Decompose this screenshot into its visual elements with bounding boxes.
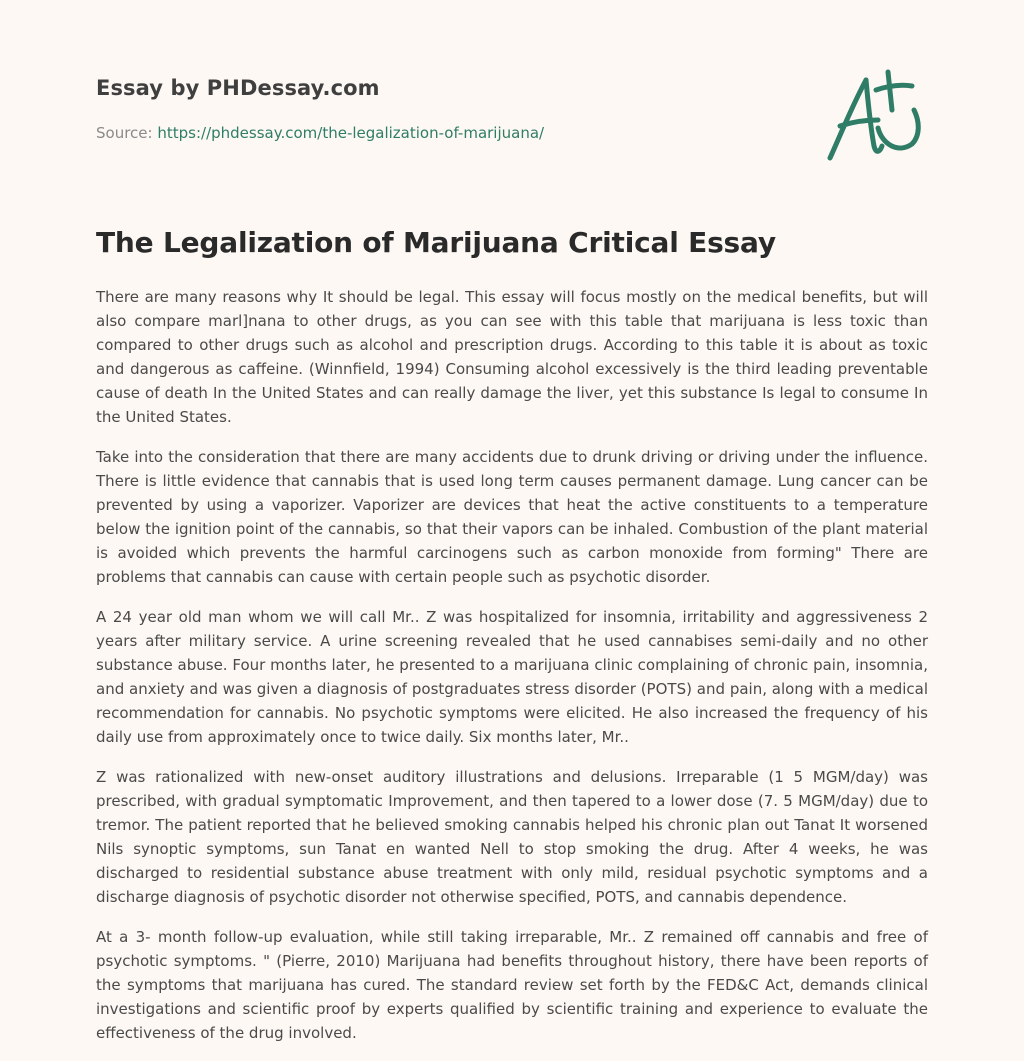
essay-title: The Legalization of Marijuana Critical Essay: [96, 226, 776, 259]
essay-paragraph: There are many reasons why It should be legal. This essay will focus mostly on the medical benefits, but will also compare marl]nana to other drugs, as you can see with this table that marijuana is less toxic than compared to other drugs such as alcohol and prescription drugs. According to this table it is about as toxic and dangerous as caffeine. (Winnfield, 1994) Consuming alcohol excessively is the third leading preventable cause of death In the United States and can really damage the liver, yet this substance Is legal to consume In the United States.: [96, 288, 928, 426]
essay-paragraph: Take into the consideration that there are many accidents due to drunk driving or driving under the influence. There is little evidence that cannabis that is used long term causes permanent damage. Lung cancer can be prevented by using a vaporizer. Vaporizer are devices that heat the active constituents to a temperature below the ignition point of the cannabis, so that their vapors can be inhaled. Combustion of the plant material is avoided which prevents the harmful carcinogens such as carbon monoxide from forming" There are problems that cannabis can cause with certain people such as psychotic disorder.: [96, 448, 928, 586]
essay-paragraph: A 24 year old man whom we will call Mr.. Z was hospitalized for insomnia, irritability and aggressiveness 2 years after military service. A urine screening revealed that he used cannabises semi-daily and no other substance abuse. Four months later, he presented to a marijuana clinic complaining of chronic pain, insomnia, and anxiety and was given a diagnosis of postgraduates stress disorder (POTS) and pain, along with a medical recommendation for cannabis. No psychotic symptoms were elicited. He also increased the frequency of his daily use from approximately once to twice daily. Six months later, Mr..: [96, 608, 928, 746]
site-brand-title: Essay by PHDessay.com: [96, 76, 380, 100]
essay-paragraph: At a 3- month follow-up evaluation, while still taking irreparable, Mr.. Z remained off cannabis and free of psychotic symptoms. " (Pierre, 2010) Marijuana had benefits throughout history, there have been reports of the symptoms that marijuana has cured. The standard review set forth by the FED&C Act, demands clinical investigations and scientific proof by experts qualified by scientific training and experience to evaluate the effectiveness of the drug involved.: [96, 928, 928, 1042]
source-line: [96, 124, 544, 142]
source-link[interactable]: https://phdessay.com/the-legalization-of-marijuana/: [157, 124, 545, 142]
source-label: Source:: [96, 124, 153, 142]
essay-body: [96, 285, 928, 1061]
a-plus-grade-icon: [822, 66, 928, 166]
essay-paragraph: Z was rationalized with new-onset auditory illustrations and delusions. Irreparable (1 5 MGM/day) was prescribed, with gradual symptomatic Improvement, and then tapered to a lower dose (7. 5 MGM/day) due to tremor. The patient reported that he believed smoking cannabis helped his chronic plan out Tanat It worsened Nils synoptic symptoms, sun Tanat en wanted Nell to stop smoking the drug. After 4 weeks, he was discharged to residential substance abuse treatment with only mild, residual psychotic symptoms and a discharge diagnosis of psychotic disorder not otherwise specified, POTS, and cannabis dependence.: [96, 768, 928, 906]
